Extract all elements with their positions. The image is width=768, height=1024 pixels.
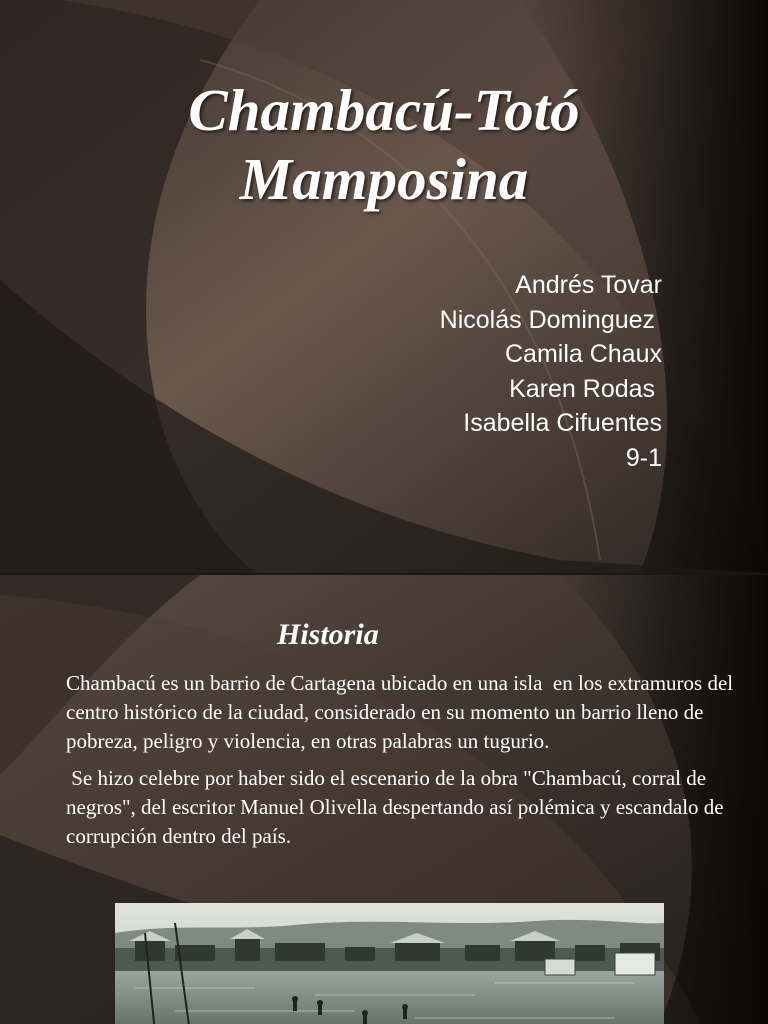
section-heading: Historia: [277, 618, 379, 651]
author-list: [440, 268, 662, 475]
author-name: Camila Chaux: [504, 340, 662, 368]
paragraph: Se hizo celebre por haber sido el escenario de la obra "Chambacú, corral de negros", del escritor Manuel Olivella despertando así polémica y escandalo de corrupción dentro del país.: [66, 766, 729, 848]
title-line-2: Mamposina: [239, 146, 529, 212]
class-group: 9-1: [625, 443, 662, 472]
author-name: Karen Rodas: [509, 374, 662, 403]
author-name: Isabella Cifuentes: [463, 409, 662, 437]
author-name: Andrés Tovar: [515, 271, 662, 299]
presentation-title: [0, 76, 768, 214]
author-name: Nicolás Dominguez: [439, 305, 662, 334]
historical-photo: [115, 903, 664, 1024]
paragraph: Chambacú es un barrio de Cartagena ubicado en una isla en los extramuros del centro histórico de la ciudad, considerado en su momento un barrio lleno de pobreza, peligro y violencia, en otras palabras un tugurio.: [66, 671, 739, 753]
history-text: [66, 669, 746, 859]
title-line-1: Chambacú-Totó: [188, 77, 580, 143]
history-slide: [0, 575, 768, 1024]
